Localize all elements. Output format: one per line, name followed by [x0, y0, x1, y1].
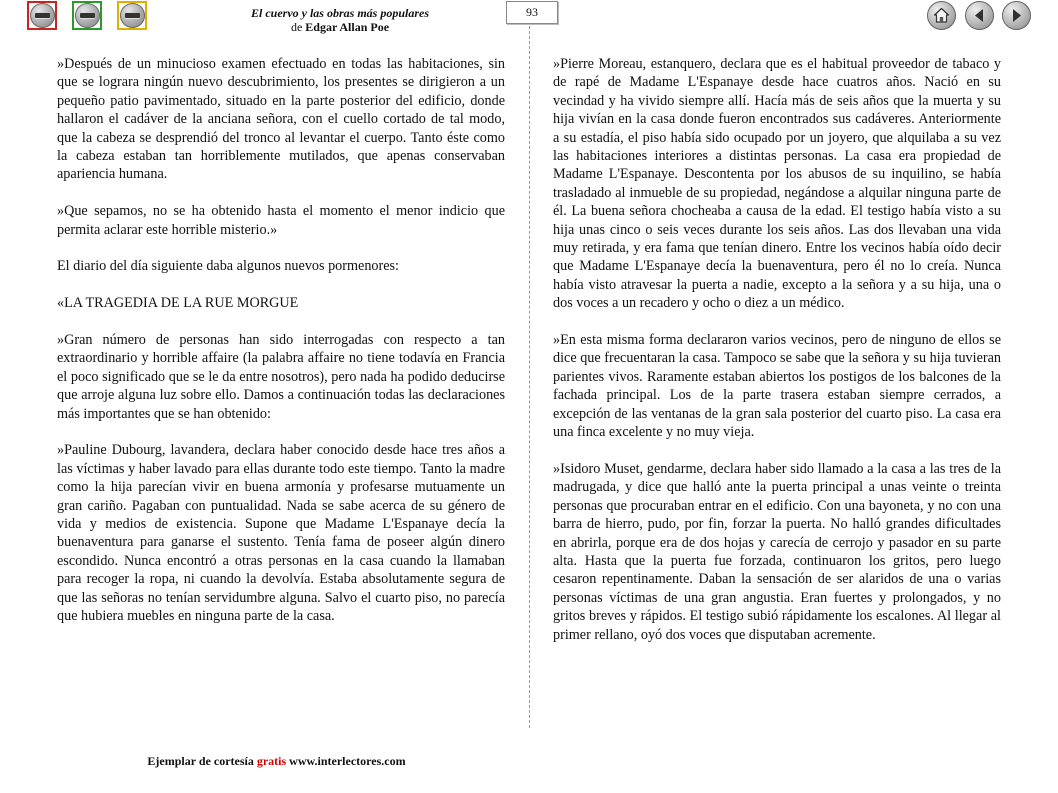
minimize-button-yellow[interactable] [117, 1, 147, 30]
section-heading: «LA TRAGEDIA DE LA RUE MORGUE [57, 295, 299, 312]
home-icon [933, 7, 950, 24]
forward-arrow-icon [1008, 7, 1025, 24]
back-arrow-icon [971, 7, 988, 24]
previous-page-button[interactable] [965, 1, 994, 30]
column-divider [529, 26, 530, 728]
home-button[interactable] [927, 1, 956, 30]
paragraph: »Pierre Moreau, estanquero, declara que es el habitual proveedor de tabaco y de rapé de Madame L'Espanaye desde hace cuatros años. Nació en su vecindad y ha vivido siempre allí. Hacía más de seis años que la muerta y su hija vivían en la casa donde fueron encontrados sus cadáveres. Anteriormente a su estadía, el piso había sido ocupado por un joyero, que alquilaba a su vez las habitaciones interiores a distintas personas. La casa era propiedad de Madame L'Espanaye. Descontenta por los abusos de su inquilino, se había trasladado al inmueble de su propiedad, negándose a alquilar ninguna parte de él. La buena señora chocheaba a causa de la edad. El testigo había visto a su hija unas cinco o seis veces durante los seis años. Las dos llevaban una vida muy retirada, y era fama que tenían dinero. Entre los vecinos había oído decir que Madame L'Espanaye decía la buenaventura, pero él no lo creía. Nunca había visto atravesar la puerta a nadie, excepto a la señora y a su hija, una o dos voces a un recadero y ocho o diez a un médico. [553, 56, 1001, 312]
minus-icon [120, 3, 145, 28]
footer-gratis: gratis [256, 754, 287, 768]
minus-icon [75, 3, 100, 28]
paragraph: »Después de un minucioso examen efectuado en todas las habitaciones, sin que se lograra ningún nuevo descubrimiento, los presentes se dirigieron a un pequeño patio pavimentado, situado en la parte posterior del edificio, donde hallaron el cadáver de la anciana señora, con el cuello cortado de tal modo, que la cabeza se desprendió del tronco al levantar el cuerpo. Tanto éste como la cabeza estaban tan horriblemente mutilados, que apenas conservaban apariencia humana. [57, 56, 505, 183]
left-column [57, 55, 505, 644]
next-page-button[interactable] [1002, 1, 1031, 30]
paragraph: El diario del día siguiente daba algunos nuevos pormenores: [57, 258, 399, 275]
paragraph: »Gran número de personas han sido interrogadas con respecto a tan extraordinario y horrible affaire (la palabra affaire no tiene todavía en Francia el poco significado que se le da entre nosotros), pero nada ha podido deducirse que arroje alguna luz sobre ello. Damos a continuación todas las declaraciones más importantes que se han obtenido: [57, 332, 505, 422]
minus-icon [30, 3, 55, 28]
book-title: El cuervo y las obras más populares [250, 6, 429, 20]
paragraph: »Pauline Dubourg, lavandera, declara haber conocido desde hace tres años a las víctimas y haber lavado para ellas durante todo este tiempo. Tanto la madre como la hija parecían vivir en buena armonía y profesarse mutuamente un gran cariño. Pagaban con puntualidad. Nada se sabe acerca de su género de vida y medios de existencia. Supone que Madame L'Espanaye decía la buenaventura para ganarse el sustento. Tenía fama de poseer algún dinero escondido. Nunca encontró a otras personas en la casa cuando la llamaban para recoger la ropa, ni cuando la devolvía. Estaba absolutamente segura de que las señoras no tenían servidumbre alguna. Salvo el cuarto piso, no parecía que hubiera muebles en ninguna parte de la casa. [57, 442, 505, 625]
footer-credit [0, 754, 553, 769]
author-name: Edgar Allan Poe [305, 20, 390, 34]
paragraph: »En esta misma forma declararon varios vecinos, pero de ninguno de ellos se dice que frecuentaran la casa. Tampoco se sabe que la señora y su hija tuvieran parientes vivos. Raramente estaban abiertos los postigos de los balcones de la fachada principal. Los de la parte trasera estaban siempre cerrados, a excepción de las ventanas de la gran sala posterior del cuarto piso. La casa era una finca excelente y no muy vieja. [553, 332, 1001, 441]
paragraph: »Que sepamos, no se ha obtenido hasta el momento el menor indicio que permita aclarar este horrible misterio.» [57, 203, 505, 238]
paragraph: »Isidoro Muset, gendarme, declara haber sido llamado a la casa a las tres de la madrugada, y dice que halló ante la puerta principal a unas veinte o treinta personas que procuraban entrar en el edificio. Con una bayoneta, y no con una barra de hierro, pudo, por fin, forzar la puerta. No halló grandes dificultades en abrirla, porque era de dos hojas y carecía de cerrojo y pasador en su parte alta. Hasta que la puerta fue forzada, continuaron los gritos, pero luego cesaron repentinamente. Daban la sensación de ser alaridos de una o varias personas víctimas de una gran angustia. Eran fuertes y prolongados, y no gritos breves y rápidos. El testigo subió rápidamente los escalones. Al llegar al primer rellano, oyó dos voces que disputaban acremente. [553, 460, 1001, 643]
minimize-button-red[interactable] [27, 1, 57, 30]
footer-prefix: Ejemplar de cortesía [147, 754, 254, 768]
footer-site-link[interactable]: www.interlectores.com [289, 754, 406, 768]
right-column [553, 55, 1001, 662]
page-number: 93 [506, 1, 558, 24]
document-header [200, 6, 480, 34]
minimize-button-green[interactable] [72, 1, 102, 30]
author-line: de Edgar Allan Poe [290, 20, 390, 34]
